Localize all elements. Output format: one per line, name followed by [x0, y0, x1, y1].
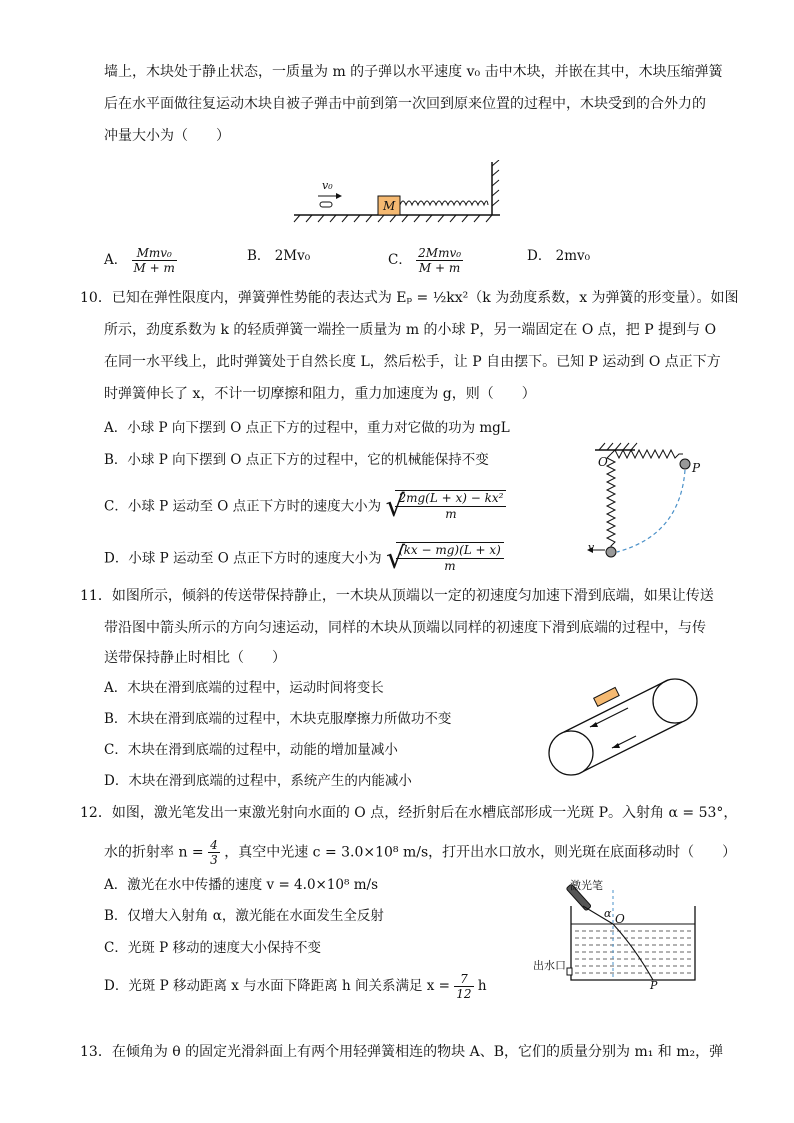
q10-option-d[interactable] — [104, 542, 504, 576]
q12-text-line2b: ，真空中光速 c = 3.0×10⁸ m/s，打开出水口放水，则光斑在底面移动时（ ） — [224, 844, 737, 861]
q9-text-line1: 墙上，木块处于静止状态，一质量为 m 的子弹以水平速度 v₀ 击中木块，并嵌在其中，木块压缩弹簧 — [104, 64, 723, 80]
q12-alpha-label: α — [604, 907, 612, 920]
q9-option-c-den: M + m — [418, 261, 461, 275]
q13-text-line1: 13．在倾角为 θ 的固定光滑斜面上有两个用轻弹簧相连的物块 A、B，它们的质量分别为 m₁ 和 m₂，弹 — [80, 1044, 724, 1060]
q9-option-a[interactable] — [104, 246, 177, 275]
q10-option-b[interactable]: B．小球 P 向下摆到 O 点正下方的过程中，它的机械能保持不变 — [104, 452, 489, 468]
q10-v-label: v — [588, 541, 595, 554]
q12-text-line2 — [104, 838, 736, 867]
q10-option-d-sqrt: √ $\frac{(kx - mg)(L + x)}{m}$ — [386, 542, 504, 576]
q10-option-d-den: m — [444, 559, 456, 573]
q12-n-num: 4 — [210, 838, 218, 852]
q11-option-d[interactable]: D．木块在滑到底端的过程中，系统产生的内能减小 — [104, 773, 412, 789]
q12-option-d-text: D．光斑 P 移动距离 x 与水面下降距离 h 间关系满足 x = — [104, 978, 450, 994]
q9-block-label: M — [383, 199, 396, 213]
q10-option-c-num: 2mg(L + x) − kx² — [395, 491, 506, 507]
q12-n-fraction — [208, 838, 220, 867]
q9-velocity-label: v₀ — [322, 179, 333, 192]
q9-option-c-num: 2Mmv₀ — [418, 246, 462, 260]
q12-p-label: P — [650, 979, 658, 992]
q12-text-line1: 12．如图，激光笔发出一束激光射向水面的 O 点，经折射后在水槽底部形成一光斑 P。入射角 α = 53°， — [80, 805, 738, 821]
q10-option-c[interactable] — [104, 490, 506, 524]
q11-figure-conveyor-belt — [536, 670, 712, 782]
q10-option-a[interactable]: A．小球 P 向下摆到 O 点正下方的过程中，重力对它做的功为 mgL — [104, 420, 510, 436]
q10-text-line1: 10．已知在弹性限度内，弹簧弹性势能的表达式为 Eₚ = ½kx²（k 为劲度系数，x 为弹簧的形变量）。如图 — [80, 290, 739, 306]
q10-p-label: P — [692, 461, 701, 475]
q12-option-c[interactable]: C．光斑 P 移动的速度大小保持不变 — [104, 940, 321, 956]
q9-option-c-prefix: C． — [388, 252, 412, 268]
q9-option-a-den: M + m — [133, 261, 175, 275]
q11-option-b[interactable]: B．木块在滑到底端的过程中，木块克服摩擦力所做功不变 — [104, 711, 452, 727]
q10-option-c-den: m — [445, 507, 457, 521]
q12-laser-label: 激光笔 — [570, 879, 603, 892]
q12-o-label: O — [615, 912, 625, 926]
q10-option-d-num: (kx − mg)(L + x) — [396, 543, 504, 559]
q12-text-line2a: 水的折射率 n = — [104, 844, 204, 861]
q10-text-line3: 在同一水平线上，此时弹簧处于自然长度 L，然后松手，让 P 自由摆下。已知 P 运动到 O 点正下方 — [104, 354, 721, 370]
q9-option-c[interactable] — [388, 246, 463, 275]
q12-option-a[interactable]: A．激光在水中传播的速度 v = 4.0×10⁸ m/s — [104, 877, 379, 893]
q12-option-d-suffix: h — [477, 978, 487, 994]
q12-figure-water-tank — [545, 876, 705, 988]
q11-text-line3: 送带保持静止时相比（ ） — [104, 650, 286, 666]
q10-option-c-sqrt: √ $\frac{\text{2mg(L + x) − kx²}}{m}$ — [385, 490, 506, 524]
q11-option-a[interactable]: A．木块在滑到底端的过程中，运动时间将变长 — [104, 680, 384, 696]
q12-option-d-fraction — [454, 972, 473, 1001]
q9-text-line3: 冲量大小为（ ） — [104, 128, 230, 144]
q10-o-label: O — [598, 455, 608, 469]
q10-option-c-text: C．小球 P 运动至 O 点正下方时的速度大小为 — [104, 498, 382, 515]
q12-outlet-label: 出水口 — [533, 959, 566, 972]
q10-text-line2: 所示，劲度系数为 k 的轻质弹簧一端拴一质量为 m 的小球 P，另一端固定在 O 点，把 P 提到与 O — [104, 322, 717, 338]
q10-option-d-text: D．小球 P 运动至 O 点正下方时的速度大小为 — [104, 550, 382, 567]
q9-option-a-prefix: A． — [104, 252, 128, 268]
q9-option-b[interactable]: B． 2Mv₀ — [247, 248, 311, 264]
q12-option-d-den: 12 — [456, 987, 472, 1001]
q9-text-line2: 后在水平面做往复运动木块自被子弹击中前到第一次回到原来位置的过程中，木块受到的合外力的 — [104, 96, 706, 112]
q12-option-d[interactable] — [104, 972, 487, 1001]
q12-n-den: 3 — [210, 853, 218, 867]
q11-text-line1: 11．如图所示，倾斜的传送带保持静止，一木块从顶端以一定的初速度匀加速下滑到底端，如果让传送 — [80, 588, 714, 604]
q11-text-line2: 带沿图中箭头所示的方向匀速运动，同样的木块从顶端以同样的初速度下滑到底端的过程中，与传 — [104, 620, 706, 636]
q12-option-b[interactable]: B．仅增大入射角 α，激光能在水面发生全反射 — [104, 908, 384, 924]
q9-option-d[interactable]: D． 2mv₀ — [527, 248, 591, 264]
q12-option-d-num: 7 — [454, 972, 473, 987]
q9-option-c-fraction — [416, 246, 463, 275]
q9-option-a-num: Mmv₀ — [132, 246, 177, 261]
q9-option-a-fraction — [132, 246, 177, 275]
q10-text-line4: 时弹簧伸长了 x，不计一切摩擦和阻力，重力加速度为 g，则（ ） — [104, 386, 536, 402]
q11-option-c[interactable]: C．木块在滑到底端的过程中，动能的增加量减小 — [104, 742, 398, 758]
